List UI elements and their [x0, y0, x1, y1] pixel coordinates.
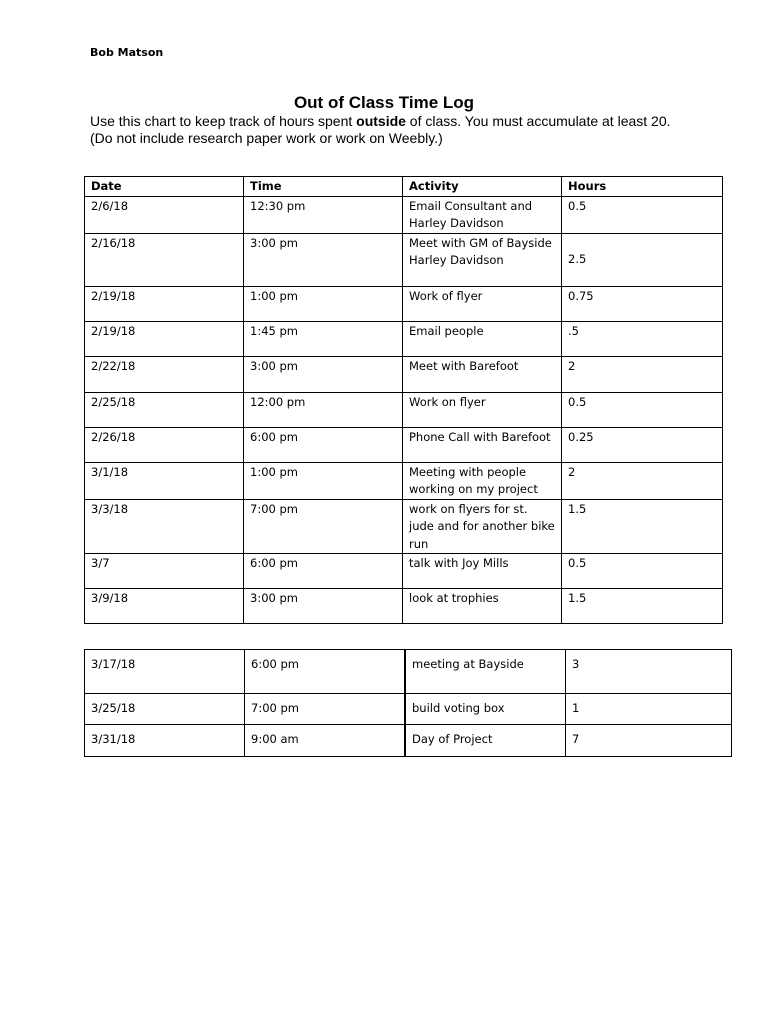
- cell-date: 2/19/18: [85, 321, 244, 356]
- instructions: [90, 113, 690, 147]
- cell-hours: 0.5: [562, 392, 723, 427]
- cell-time: 9:00 am: [245, 725, 406, 757]
- table-row: [85, 499, 723, 554]
- cell-time: 6:00 pm: [245, 650, 406, 694]
- cell-hours: 0.5: [562, 196, 723, 233]
- cell-date: 3/3/18: [85, 499, 244, 554]
- table-row: [85, 554, 723, 589]
- instruction-emphasis: outside: [356, 113, 406, 129]
- cell-hours: 1.5: [562, 499, 723, 554]
- cell-activity: Email people: [403, 321, 562, 356]
- cell-hours: 2: [562, 356, 723, 392]
- cell-date: 2/25/18: [85, 392, 244, 427]
- table-row: [85, 462, 723, 499]
- cell-hours: 0.5: [562, 554, 723, 589]
- cell-activity: Day of Project: [405, 725, 566, 757]
- author-name: Bob Matson: [90, 46, 164, 59]
- table-row: [85, 321, 723, 356]
- cell-activity: look at trophies: [403, 589, 562, 624]
- cell-activity: work on flyers for st. jude and for another bike run: [403, 499, 562, 554]
- cell-activity: talk with Joy Mills: [403, 554, 562, 589]
- cell-date: 2/16/18: [85, 233, 244, 286]
- table-row: [85, 427, 723, 462]
- table-row: [85, 650, 732, 694]
- column-header-time: Time: [244, 177, 403, 197]
- cell-hours: 7: [566, 725, 732, 757]
- cell-date: 3/31/18: [85, 725, 245, 757]
- instruction-prefix: Use this chart to keep track of hours spent: [90, 113, 357, 129]
- cell-date: 3/17/18: [85, 650, 245, 694]
- cell-time: 7:00 pm: [245, 694, 406, 725]
- cell-time: 6:00 pm: [244, 554, 403, 589]
- cell-time: 3:00 pm: [244, 356, 403, 392]
- cell-date: 2/22/18: [85, 356, 244, 392]
- cell-time: 6:00 pm: [244, 427, 403, 462]
- cell-date: 3/1/18: [85, 462, 244, 499]
- instruction-line-2: (Do not include research paper work or work on Weebly.): [90, 130, 443, 146]
- cell-date: 3/9/18: [85, 589, 244, 624]
- instruction-suffix: of class. You must accumulate at least 20.: [405, 113, 671, 129]
- cell-hours: .5: [562, 321, 723, 356]
- time-log-table: [84, 176, 723, 624]
- table-row: [85, 286, 723, 321]
- table-row: [85, 356, 723, 392]
- cell-time: 1:45 pm: [244, 321, 403, 356]
- table-row: [85, 725, 732, 757]
- table-row: [85, 694, 732, 725]
- cell-date: 2/26/18: [85, 427, 244, 462]
- table-row: [85, 589, 723, 624]
- table-row: [85, 392, 723, 427]
- cell-time: 1:00 pm: [244, 462, 403, 499]
- cell-activity: Phone Call with Barefoot: [403, 427, 562, 462]
- cell-activity: Meeting with people working on my project: [403, 462, 562, 499]
- cell-activity: Email Consultant and Harley Davidson: [403, 196, 562, 233]
- cell-hours: 1.5: [562, 589, 723, 624]
- table-row: [85, 233, 723, 286]
- column-header-activity: Activity: [403, 177, 562, 197]
- cell-hours: 0.75: [562, 286, 723, 321]
- time-log-table-continued: [84, 649, 732, 757]
- cell-hours: 3: [566, 650, 732, 694]
- cell-hours: 2.5: [562, 233, 723, 286]
- cell-time: 12:30 pm: [244, 196, 403, 233]
- cell-hours: 1: [566, 694, 732, 725]
- page-title: Out of Class Time Log: [293, 93, 475, 112]
- table-header-row: [85, 177, 723, 197]
- cell-time: 3:00 pm: [244, 233, 403, 286]
- cell-activity: meeting at Bayside: [405, 650, 566, 694]
- cell-date: 3/25/18: [85, 694, 245, 725]
- cell-date: 2/19/18: [85, 286, 244, 321]
- cell-activity: Work of flyer: [403, 286, 562, 321]
- cell-hours: 2: [562, 462, 723, 499]
- cell-activity: Meet with GM of Bayside Harley Davidson: [403, 233, 562, 286]
- column-header-date: Date: [85, 177, 244, 197]
- table-row: [85, 196, 723, 233]
- cell-activity: Work on flyer: [403, 392, 562, 427]
- cell-time: 3:00 pm: [244, 589, 403, 624]
- cell-activity: build voting box: [405, 694, 566, 725]
- cell-activity: Meet with Barefoot: [403, 356, 562, 392]
- cell-time: 12:00 pm: [244, 392, 403, 427]
- cell-time: 1:00 pm: [244, 286, 403, 321]
- cell-time: 7:00 pm: [244, 499, 403, 554]
- column-header-hours: Hours: [562, 177, 723, 197]
- cell-date: 2/6/18: [85, 196, 244, 233]
- cell-date: 3/7: [85, 554, 244, 589]
- cell-hours: 0.25: [562, 427, 723, 462]
